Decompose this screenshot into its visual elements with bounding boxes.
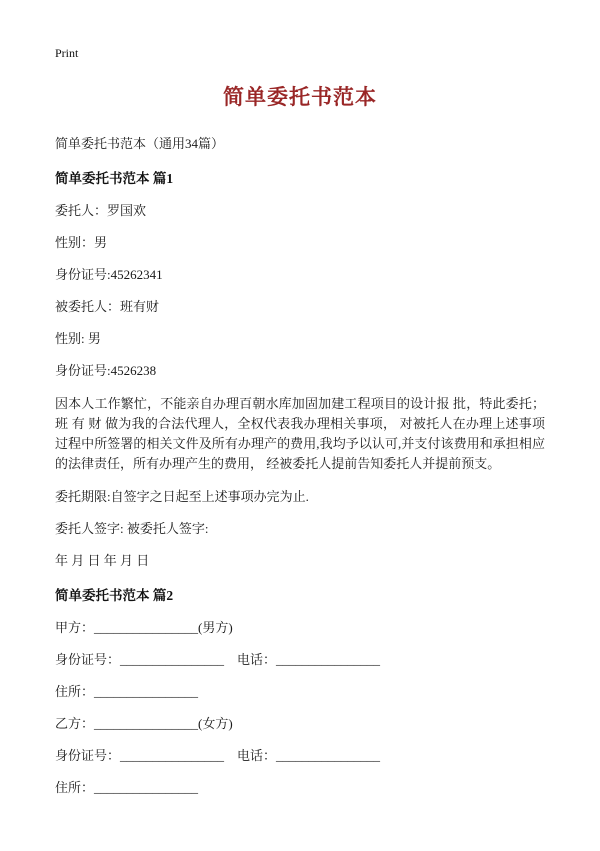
print-link[interactable]: Print <box>55 46 79 60</box>
entrustor-line: 委托人：罗国欢 <box>55 203 147 218</box>
subtitle: 简单委托书范本（通用34篇） <box>55 136 225 151</box>
trustee-line: 被委托人：班有财 <box>55 299 160 314</box>
authorization-paragraph: 因本人工作繁忙，不能亲自办理百朝水库加固加建工程项目的设计报 批，特此委托；班 有 财 做为我的合法代理人，全权代表我办理相关事项， 对被托人在办理上述事项过程中所签署的相关文件及所有办理产的费用,我均予以认可,并支付该费用和承担相应的法律责任，所有办理产生的费用， 经被委托人提前告知委托人并提前预支。 <box>55 396 545 471</box>
entrustor-gender-line: 性别：男 <box>55 235 108 250</box>
party-b-line: 乙方：________________(女方) <box>55 716 233 731</box>
party-a-id-phone-line: 身份证号：________________ 电话：________________ <box>55 652 381 667</box>
entrustor-id-line: 身份证号:45262341 <box>55 267 163 282</box>
trustee-id-line: 身份证号:4526238 <box>55 363 157 378</box>
section1-heading: 简单委托书范本 篇1 <box>55 171 174 186</box>
party-a-line: 甲方：________________(男方) <box>55 620 233 635</box>
date-line: 年 月 日 年 月 日 <box>55 553 150 568</box>
trustee-gender-line: 性别: 男 <box>55 331 101 346</box>
party-b-id-phone-line: 身份证号：________________ 电话：________________ <box>55 748 381 763</box>
section2-heading: 简单委托书范本 篇2 <box>55 588 174 603</box>
party-a-address-line: 住所：________________ <box>55 684 199 699</box>
signature-line: 委托人签字: 被委托人签字: <box>55 521 209 536</box>
page-title: 简单委托书范本 <box>223 85 377 109</box>
term-line: 委托期限:自签字之日起至上述事项办完为止. <box>55 489 309 504</box>
party-b-address-line: 住所：________________ <box>55 780 199 795</box>
